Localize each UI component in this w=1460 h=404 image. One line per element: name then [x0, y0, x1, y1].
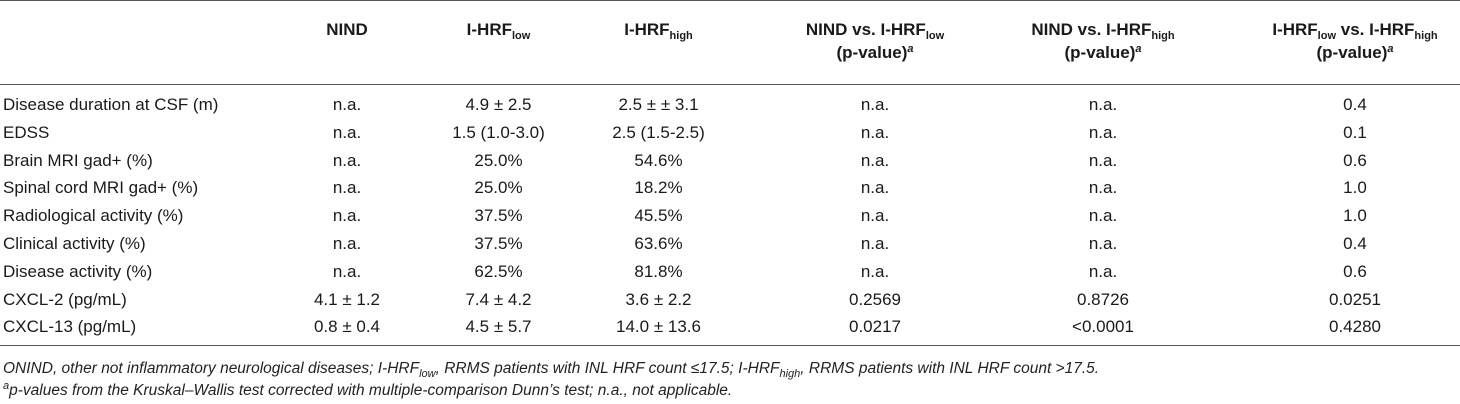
footnote-sub: low [419, 368, 436, 380]
header-ihrf-high-sub: high [669, 30, 693, 42]
table-row [0, 258, 1460, 286]
cell-nind-vs-low: n.a. [860, 233, 890, 253]
header-ihrf-high-base: I-HRF [624, 20, 670, 39]
header-low-vs-high [1250, 18, 1460, 64]
cell-low-vs-high: 0.6 [1343, 150, 1367, 170]
cell-nind-vs-low: n.a. [860, 206, 890, 226]
cell-nind: n.a. [332, 150, 362, 170]
cell-ihrf-high: 2.5 (1.5-2.5) [612, 122, 705, 142]
cell-ihrf-high: 3.6 ± 2.2 [625, 289, 692, 309]
table-row [0, 202, 1460, 230]
cell-ihrf-low: 25.0% [474, 150, 523, 170]
header-nind-vs-low-base: NIND vs. I-HRF [805, 20, 926, 39]
header-low-vs-high-a-sub: low [1317, 30, 1337, 42]
cell-nind-vs-low: n.a. [860, 261, 890, 281]
cell-nind: n.a. [332, 122, 362, 142]
footnote-pvalues [3, 380, 732, 402]
cell-low-vs-high: 0.6 [1343, 261, 1367, 281]
cell-low-vs-high: 0.1 [1343, 122, 1367, 142]
header-nind-vs-low [780, 18, 970, 64]
header-low-vs-high-b-sub: high [1414, 30, 1438, 42]
header-nind-vs-low-sub: low [925, 30, 945, 42]
header-nind-vs-high-sup: a [1135, 43, 1142, 55]
cell-ihrf-high: 63.6% [634, 233, 683, 253]
cell-ihrf-low: 7.4 ± 4.2 [465, 289, 532, 309]
footnote-text: ONIND, other not inflammatory neurological diseases; I-HRF [3, 360, 420, 377]
cell-nind: n.a. [332, 178, 362, 198]
cell-nind-vs-low: n.a. [860, 178, 890, 198]
table-row [0, 147, 1460, 175]
header-nind-vs-high-sub: high [1151, 30, 1175, 42]
cell-nind-vs-high: <0.0001 [1072, 317, 1134, 337]
cell-ihrf-low: 25.0% [474, 178, 523, 198]
cell-ihrf-low: 37.5% [474, 233, 523, 253]
cell-nind-vs-high: n.a. [1088, 122, 1118, 142]
cell-nind-vs-high: n.a. [1088, 261, 1118, 281]
cell-nind: 4.1 ± 1.2 [313, 289, 381, 309]
cell-nind-vs-low: n.a. [860, 122, 890, 142]
row-label: Disease duration at CSF (m) [3, 95, 219, 114]
row-label: CXCL-13 (pg/mL) [3, 317, 137, 337]
cell-nind-vs-high: n.a. [1088, 95, 1118, 114]
cell-nind: n.a. [332, 206, 362, 226]
cell-low-vs-high: 1.0 [1343, 178, 1367, 198]
header-nind-vs-high-base: NIND vs. I-HRF [1031, 20, 1152, 39]
row-label: Disease activity (%) [3, 261, 153, 281]
header-ihrf-high [591, 18, 726, 41]
cell-nind-vs-high: n.a. [1088, 233, 1118, 253]
header-nind-vs-high [1008, 18, 1198, 64]
cell-low-vs-high: 0.4280 [1329, 317, 1381, 337]
cell-nind: n.a. [332, 233, 362, 253]
table-row [0, 313, 1460, 341]
table-row [0, 286, 1460, 314]
cell-nind-vs-high: n.a. [1088, 150, 1118, 170]
row-label: EDSS [3, 122, 50, 142]
header-low-vs-high-a: I-HRF [1272, 20, 1318, 39]
cell-ihrf-high: 81.8% [634, 261, 683, 281]
footnote-abbreviations [3, 358, 1099, 380]
footnote-sub: high [779, 368, 801, 380]
table-body [0, 91, 1460, 341]
cell-ihrf-low: 62.5% [474, 261, 523, 281]
cell-low-vs-high: 0.0251 [1329, 289, 1381, 309]
cell-nind: n.a. [332, 95, 362, 114]
cell-ihrf-high: 54.6% [634, 150, 683, 170]
cell-low-vs-high: 0.4 [1343, 95, 1367, 114]
table-row [0, 174, 1460, 202]
header-low-vs-high-mid: vs. I-HRF [1336, 20, 1415, 39]
cell-nind: 0.8 ± 0.4 [313, 317, 381, 337]
cell-nind-vs-low: 0.0217 [849, 317, 901, 337]
cell-ihrf-low: 4.5 ± 5.7 [465, 317, 532, 337]
header-nind [292, 18, 402, 41]
cell-nind-vs-high: n.a. [1088, 178, 1118, 198]
row-label: Radiological activity (%) [3, 206, 184, 226]
footnote-sup: a [3, 380, 10, 392]
cell-low-vs-high: 0.4 [1343, 233, 1367, 253]
row-label: Clinical activity (%) [3, 233, 146, 253]
cell-ihrf-high: 18.2% [634, 178, 683, 198]
cell-ihrf-low: 37.5% [474, 206, 523, 226]
bottom-rule [0, 345, 1460, 346]
cell-nind-vs-low: n.a. [860, 150, 890, 170]
header-nind-vs-low-sup: a [907, 43, 914, 55]
cell-nind-vs-low: 0.2569 [849, 289, 901, 309]
header-nind-vs-high-pvalue: (p-value) [1064, 43, 1136, 62]
header-low-vs-high-pvalue: (p-value) [1316, 43, 1388, 62]
cell-ihrf-high: 14.0 ± 13.6 [616, 317, 701, 337]
table-row [0, 91, 1460, 119]
top-rule [0, 0, 1460, 1]
table-row [0, 230, 1460, 258]
footnote-text: p-values from the Kruskal–Wallis test corrected with multiple-comparison Dunn’s test; n.a., not applicable. [9, 382, 733, 399]
header-low-vs-high-sup: a [1387, 43, 1394, 55]
footnote-text: , RRMS patients with INL HRF count >17.5. [800, 360, 1100, 377]
header-ihrf-low-base: I-HRF [466, 20, 512, 39]
header-ihrf-low [431, 18, 566, 41]
cell-ihrf-high: 45.5% [634, 206, 683, 226]
cell-nind-vs-high: n.a. [1088, 206, 1118, 226]
cell-nind: n.a. [332, 261, 362, 281]
table-row [0, 119, 1460, 147]
footnote-text: , RRMS patients with INL HRF count ≤17.5; I-HRF [435, 360, 780, 377]
cell-low-vs-high: 1.0 [1343, 206, 1367, 226]
cell-nind-vs-low: n.a. [860, 95, 890, 114]
row-label: CXCL-2 (pg/mL) [3, 289, 127, 309]
cell-ihrf-low: 4.9 ± 2.5 [465, 95, 532, 114]
header-nind-label: NIND [326, 20, 368, 39]
row-label: Brain MRI gad+ (%) [3, 150, 153, 170]
cell-nind-vs-high: 0.8726 [1077, 289, 1129, 309]
header-ihrf-low-sub: low [511, 30, 531, 42]
header-nind-vs-low-pvalue: (p-value) [836, 43, 908, 62]
header-rule [0, 84, 1460, 85]
row-label: Spinal cord MRI gad+ (%) [3, 178, 199, 198]
cell-ihrf-high: 2.5 ± ± 3.1 [618, 95, 699, 114]
cell-ihrf-low: 1.5 (1.0-3.0) [452, 122, 545, 142]
